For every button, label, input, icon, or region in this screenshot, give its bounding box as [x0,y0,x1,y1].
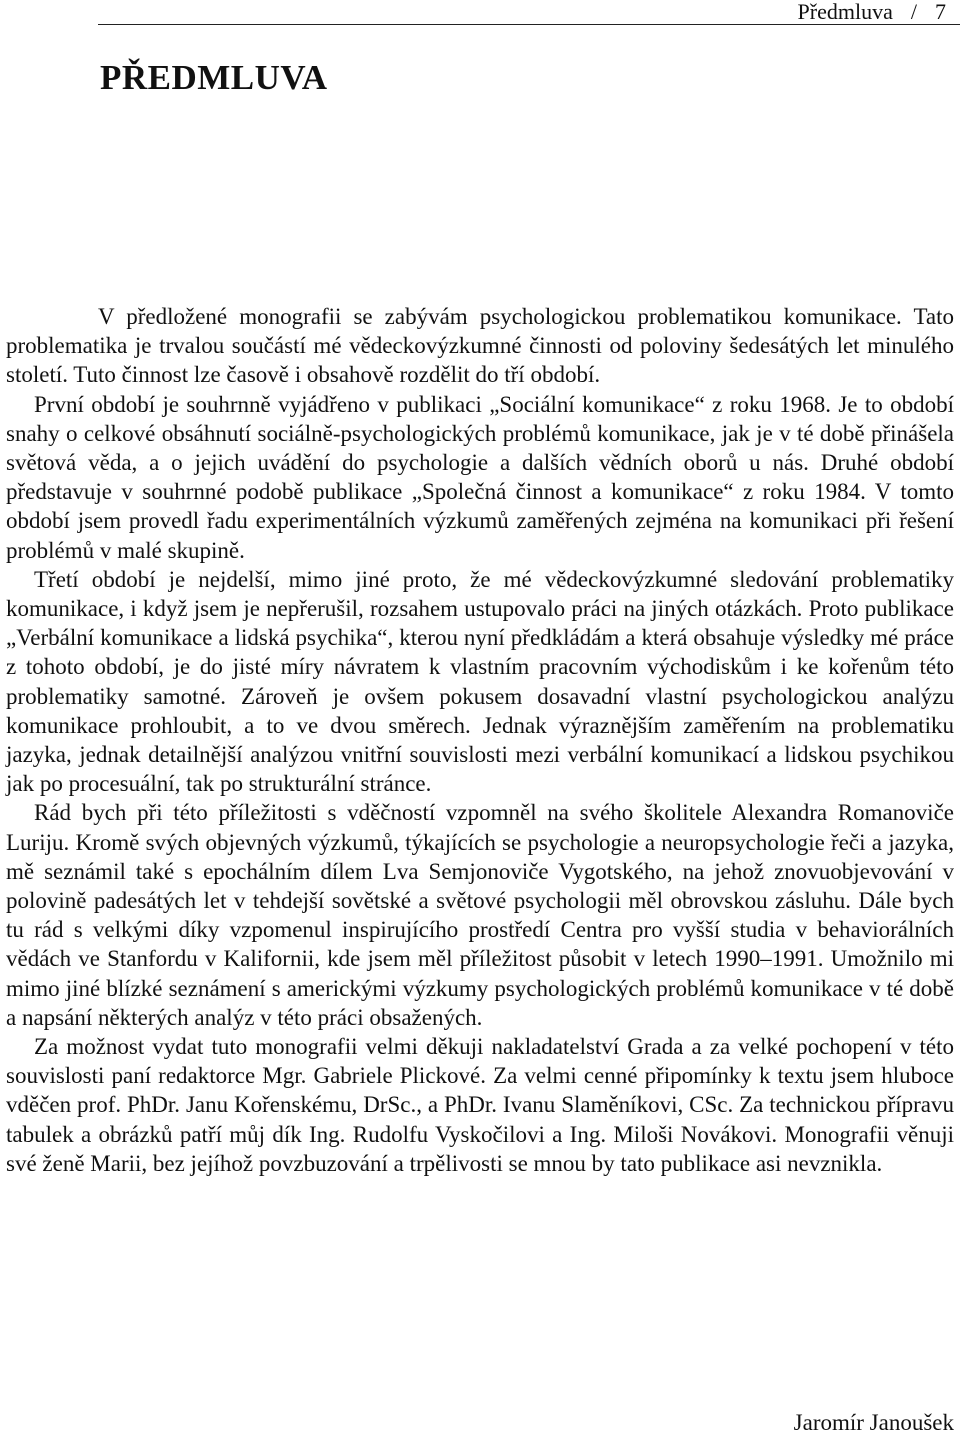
page-number: 7 [935,0,946,24]
paragraph-intro: V předložené monografii se zabývám psychologickou problematikou komunikace. Tato problematika je trvalou součástí mé vědeckovýzkumné činnosti od poloviny šedesátých let minulého století. Tuto činnost lze časově i obsahově rozdělit do tří období. [6,304,954,388]
paragraph-third-period: Třetí období je nejdelší, mimo jiné proto, že mé vědeckovýzkumné sledování problematiky komunikace, i když jsem je nepřerušil, rozsahem ustupovalo práci na jiných otázkách. Proto publikace „Verbální komunikace a lidská psychika“, kterou nyní předkládám a která obsahuje výsledky mé práce z tohoto období, je do jisté míry návratem k vlastním pracovním východiskům i ke kořenům této problematiky samotné. Zároveň je ovšem pokusem dosavadní vlastní psychologickou analýzu komunikace prohloubit, a to ve dvou směrech. Jednak výraznějším zaměřením na problematiku jazyka, jednak detailnější analýzou vnitřní souvislosti mezi verbální komunikací a lidskou psychikou jak po procesuální, tak po strukturální stránce. [6,566,954,797]
page-title: PŘEDMLUVA [100,58,328,97]
body-text [6,302,954,1178]
running-header-separator: / [910,0,917,24]
paragraph-acknowledgement-publisher: Za možnost vydat tuto monografii velmi děkuji nakladatelství Grada a za velké pochopení v této souvislosti paní redaktorce Mgr. Gabriele Plickové. Za velmi cenné připomínky k textu jsem hluboce vděčen prof. PhDr. Janu Kořenskému, DrSc., a PhDr. Ivanu Slaměníkovi, CSc. Za technickou přípravu tabulek a obrázků patří můj dík Ing. Rudolfu Vyskočilovi a Ing. Miloši Novákovi. Monografii věnuji své ženě Marii, bez jejíhož povzbuzování a trpělivosti se mnou by tato publikace asi nevznikla. [6,1034,954,1176]
header-rule [98,24,960,25]
paragraph-first-period: První období je souhrnně vyjádřeno v publikaci „Sociální komunikace“ z roku 1968. Je to období snahy o celkové obsáhnutí sociálně-psychologických problémů komunikace, jak je v té době přinášela světová věda, a o jejich uvádění do psychologie a dalších vědních oborů u nás. Druhé období představuje v souhrnné podobě publikace „Společná činnost a komunikace“ z roku 1984. V tomto období jsem provedl řadu experimentálních výzkumů zaměřených zejména na komunikaci při řešení problémů v malé skupině. [6,391,954,563]
running-header [798,0,946,24]
author-signature: Jaromír Janoušek [793,1410,954,1435]
paragraph-acknowledgement-luria: Rád bych při této příležitosti s vděčností vzpomněl na svého školitele Alexandra Romanoviče Luriju. Kromě svých objevných výzkumů, týkajících se psychologie a neuropsychologie řeči a jazyka, mě seznámil také s epochálním dílem Lva Semjonoviče Vygotského, na jehož znovuobjevování v polovině padesátých let v tehdejší sovětské a světové psychologii měl obrovskou zásluhu. Dále bych tu rád s velkými díky vzpomenul inspirujícího prostředí Centra pro vyšší studia v behaviorálních vědách ve Stanfordu v Kalifornii, kde jsem měl příležitost působit v letech 1990–1991. Umožnilo mi mimo jiné blízké seznámení s americkými výzkumy psychologických problémů komunikace v té době a napsání některých analýz v této práci obsažených. [6,800,954,1030]
running-header-section: Předmluva [797,0,893,24]
